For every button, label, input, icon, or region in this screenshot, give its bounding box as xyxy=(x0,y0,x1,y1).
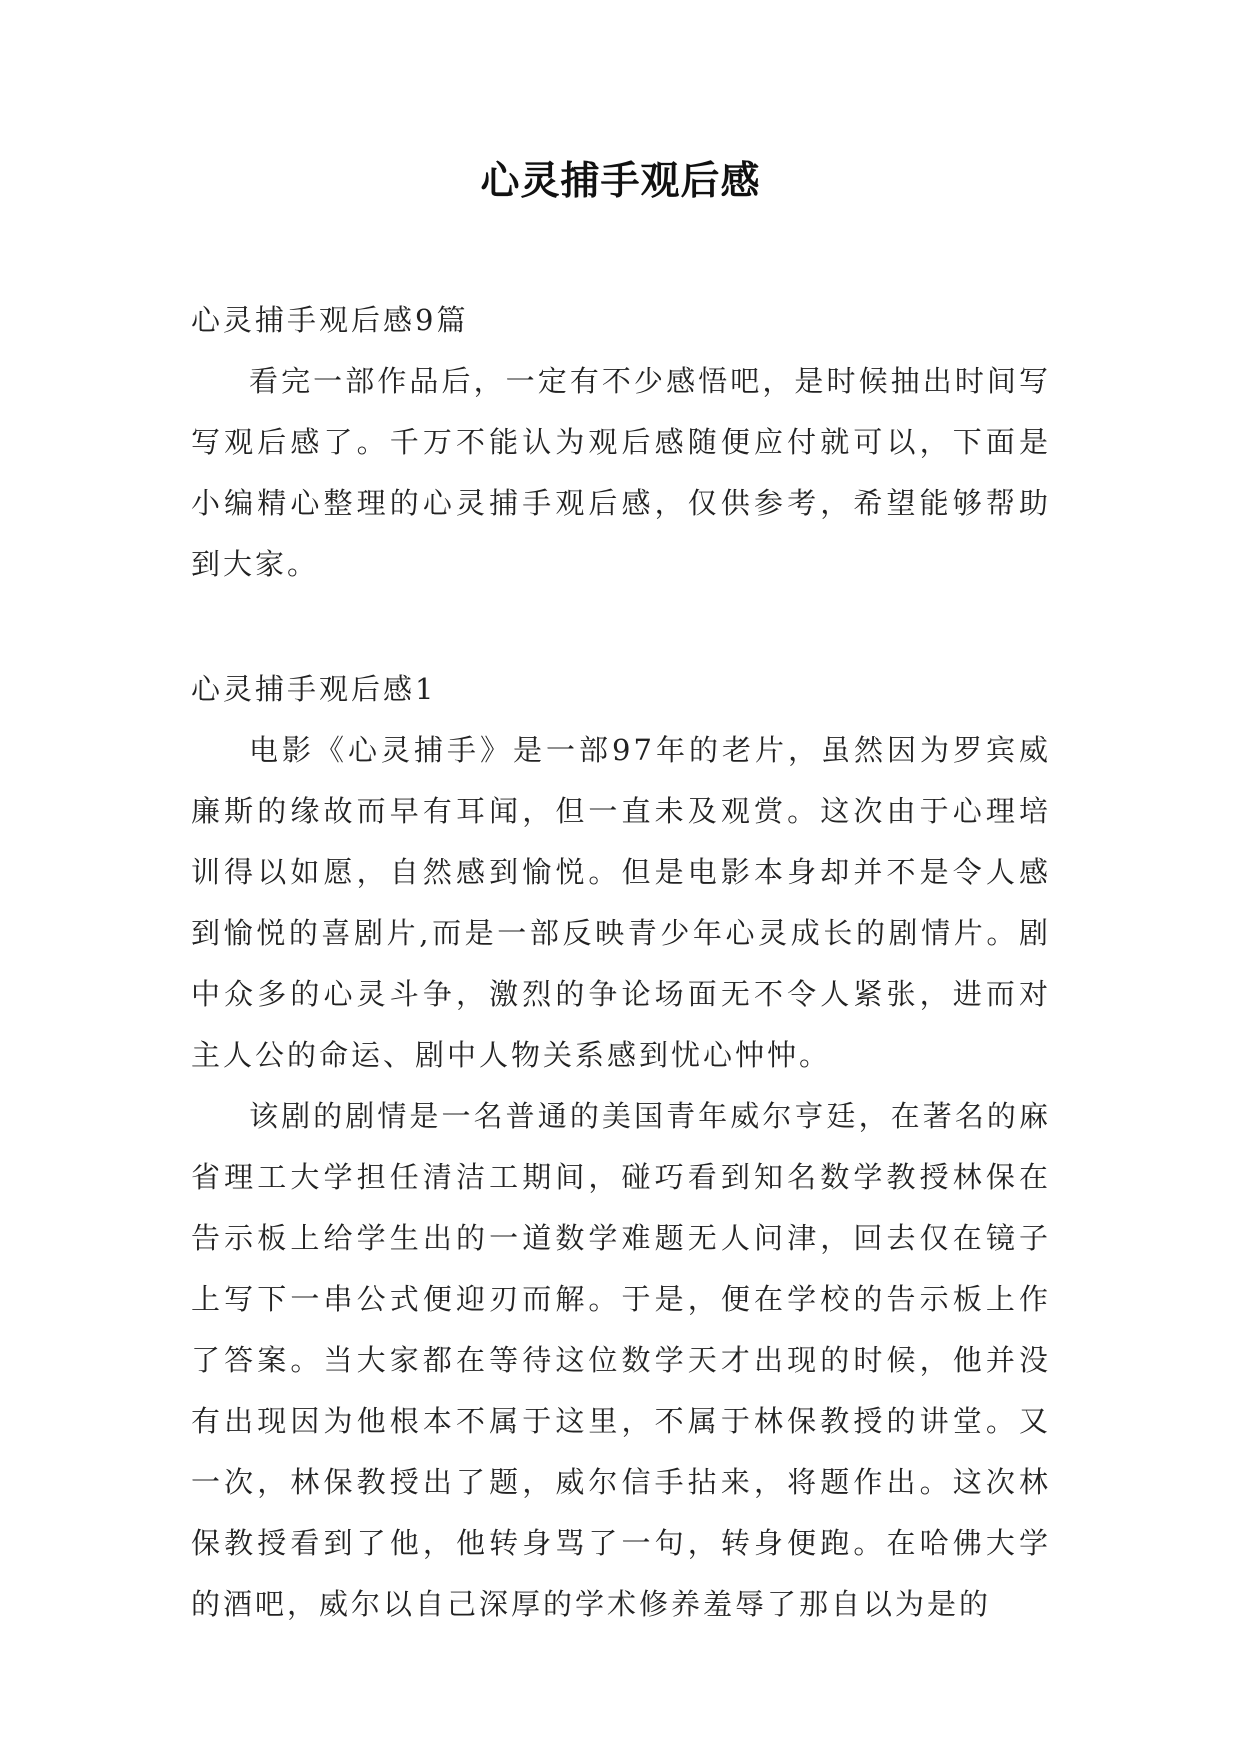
section1-heading: 心灵捕手观后感1 xyxy=(191,672,437,706)
intro-paragraph: 看完一部作品后，一定有不少感悟吧，是时候抽出时间写写观后感了。千万不能认为观后感随便应付就可以，下面是小编精心整理的心灵捕手观后感，仅供参考，希望能够帮助到大家。 xyxy=(191,364,1051,581)
section1-paragraph-1: 电影《心灵捕手》是一部97年的老片，虽然因为罗宾威廉斯的缘故而早有耳闻，但一直未及观赏。这次由于心理培训得以如愿，自然感到愉悦。但是电影本身却并不是令人感到愉悦的喜剧片,而是一部反映青少年心灵成长的剧情片。剧中众多的心灵斗争，激烈的争论场面无不令人紧张，进而对主人公的命运、剧中人物关系感到忧心忡忡。 xyxy=(191,733,1051,1072)
document-title: 心灵捕手观后感 xyxy=(480,159,761,204)
document-body xyxy=(191,290,1051,1635)
section-spacer xyxy=(191,595,1051,659)
intro-heading: 心灵捕手观后感9篇 xyxy=(191,303,469,337)
section1-paragraph-2: 该剧的剧情是一名普通的美国青年威尔亨廷，在著名的麻省理工大学担任清洁工期间，碰巧看到知名数学教授林保在告示板上给学生出的一道数学难题无人问津，回去仅在镜子上写下一串公式便迎刃而解。于是，便在学校的告示板上作了答案。当大家都在等待这位数学天才出现的时候，他并没有出现因为他根本不属于这里，不属于林保教授的讲堂。又一次，林保教授出了题，威尔信手拈来，将题作出。这次林保教授看到了他，他转身骂了一句，转身便跑。在哈佛大学的酒吧，威尔以自己深厚的学术修养羞辱了那自以为是的 xyxy=(191,1099,1051,1621)
